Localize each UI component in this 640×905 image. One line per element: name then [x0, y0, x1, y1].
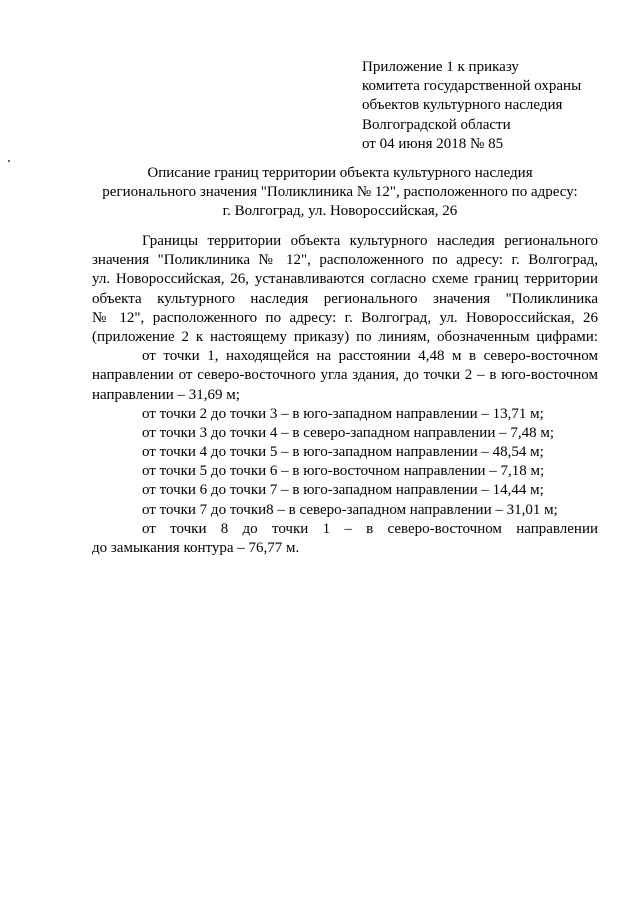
appendix-line: от 04 июня 2018 № 85: [362, 135, 504, 152]
appendix-line: комитета государственной охраны: [362, 78, 582, 95]
body-line: от точки 1, находящейся на расстоянии 4,48 м в северо-восточном: [142, 348, 598, 365]
body-line: до замыкания контура – 76,77 м.: [92, 540, 300, 556]
document-title: [60, 164, 620, 222]
segment-line: от точки 7 до точки8 – в северо-западном направлении – 31,01 м;: [142, 501, 558, 518]
segment-line: от точки 4 до точки 5 – в юго-западном направлении – 48,54 м;: [142, 444, 544, 461]
body-line: значения "Поликлиника № 12", расположенного по адресу: г. Волгоград,: [92, 252, 598, 269]
segment-line: от точки 6 до точки 7 – в юго-западном направлении – 14,44 м;: [142, 482, 544, 499]
body-line: от точки 8 до точки 1 – в северо-восточном направлении: [142, 520, 598, 537]
appendix-header: [362, 58, 622, 154]
body-line: ул. Новороссийская, 26, устанавливаются согласно схеме границ территории: [92, 271, 598, 288]
document-body: [92, 232, 598, 558]
appendix-line: объектов культурного наследия: [362, 97, 563, 114]
title-line: г. Волгоград, ул. Новороссийская, 26: [222, 203, 458, 220]
body-line: объекта культурного наследия регионального значения "Поликлиника: [92, 290, 598, 307]
body-line: направлении – 31,69 м;: [92, 386, 240, 403]
title-line: Описание границ территории объекта культурного наследия: [147, 165, 533, 181]
title-line: регионального значения "Поликлиника № 12", расположенного по адресу:: [102, 184, 578, 201]
segment-line: от точки 2 до точки 3 – в юго-западном направлении – 13,71 м;: [142, 405, 544, 422]
segment-line: от точки 5 до точки 6 – в юго-восточном направлении – 7,18 м;: [142, 463, 545, 480]
appendix-line: Волгоградской области: [362, 116, 511, 133]
scan-speck: [8, 160, 10, 162]
segment-line: от точки 3 до точки 4 – в северо-западном направлении – 7,48 м;: [142, 424, 555, 441]
body-line: № 12", расположенного по адресу: г. Волгоград, ул. Новороссийская, 26: [92, 309, 598, 326]
appendix-line: Приложение 1 к приказу: [362, 59, 519, 75]
body-line: направлении от северо-восточного угла здания, до точки 2 – в юго-восточном: [92, 367, 598, 384]
body-line: (приложение 2 к настоящему приказу) по линиям, обозначенным цифрами:: [92, 328, 598, 345]
body-line: Границы территории объекта культурного наследия регионального: [142, 233, 598, 249]
